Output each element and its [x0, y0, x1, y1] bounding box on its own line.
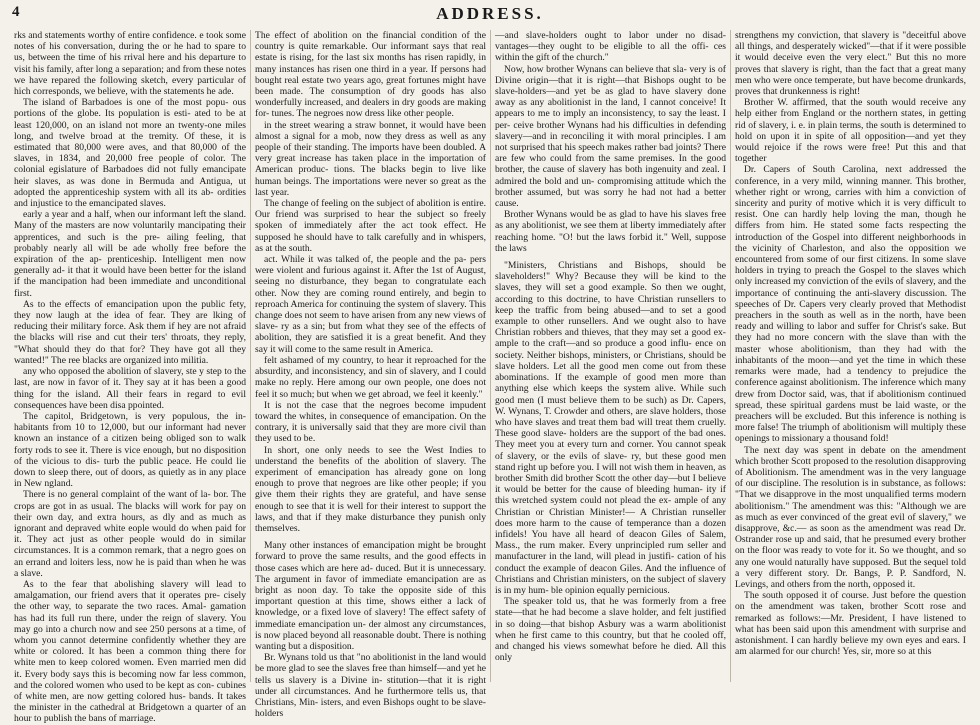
paragraph: The next day was spent in debate on the amendment which brother Scott proposed to the resolution disapproving of Abolitionism. The amendment was in the very language of our discipline. The resolution is in substance, as follows: "That we disapprove in the most unqualified terms modern abolitionism." The amendment was this: "Although we are as much as ever convinced of the great evil of slavery," we disapprove, &c.— as soon as the amendment was read Dr. Ostrander rose up and said, that he presumed every brother on the floor was ready to vote for it. So we thought, and so any one would naturally have supposed. But the sequel told a very different story. Dr. Bangs, P. P. Sandford, N. Levings, and others from the north, opposed it. — [735, 444, 966, 590]
paragraph: —and slave-holders ought to labor under no disad- vantages—they ought to be eligible to all the offi- ces within the gift of the church." — [495, 30, 726, 64]
paragraph: strengthens my conviction, that slavery is "deceitful above all things, and desperately wicked"—that if it were possible it would deceive even the very elect." But this no more proves that slavery is right, than the fact that a great many men who were once temperate, but have become drunkards, proves that drunkenness is right! — [735, 30, 966, 98]
column-1 — [10, 30, 250, 725]
paragraph: felt ashamed of my country, to hear it reproached for the absurdity, and inconsistency, and sin of slavery, and I could make no reply. Here among our own people, one does not feel it so much; but when we get abroad, we feel it keenly." — [255, 354, 486, 400]
text-columns — [10, 30, 972, 725]
paragraph: The island of Barbadoes is one of the most popu- ous portions of the globe. Its population is esti- ated to be at least 120,000, on an island not more an twenty-one miles long, and twelve broad at the tremity. Of these, it is estimated that 80,000 were aves, and that 80,000 of the slaves, in 1834, and 20,000 free people of color. The colonial egislature of Barbadoes did not fully emancipate heir slaves, as was done in Bermuda and Antigua, ut adopted the apprenticeship system with all its ab- ordities and injustice to the emancipated slaves. — [14, 97, 246, 210]
paragraph: The south opposed it of course. Just before the question on the amendment was taken, brother Scott rose and remarked as follows:—Mr. President, I have listened to what has been said upon this amendment with surprise and astonishment. I can hardly believe my own eyes and ears. I am alarmed for our church! Yes, sir, more so at this — [735, 590, 966, 658]
paragraph: Many other instances of emancipation might be brought forward to prove the same results, and the good effects in those cases which are here ad- duced. But it is unnecessary. The argument in favor of immediate emancipation are as bright as noon day. To take the opposite side of this important question at this time, shows either a lack of knowledge, or a fixed love of slavery! The effect safety of immediate emancipation un- der almost any circumstances, is now placed beyond all reasonable doubt. There is nothing wanting but a disposition. — [255, 540, 486, 652]
column-4 — [730, 30, 970, 682]
paragraph: There is no general complaint of the want of la- bor. The crops are got in as usual. The blacks will work for pay on their own day, and extra hours, as dly and as much as ignorant and depraved white eople would do when paid for it. They act just as other people would do in similar circumstances. It is a common remark, that a negro goes on an errand and loiters less, now he is paid than when he was a slave. — [14, 489, 246, 579]
paragraph: "Ministers, Christians and Bishops, should be slaveholders!" Why? Because they will be kind to the slaves, they will set a good example. So then we ought, according to this doctrine, to have Christian runsellers to keep the traffic from being abused—and to set a good example to other runsellers. And we ought also to have Christian robbers and thieves, that they may set a good ex- ample to the craft—and so produce a good influ- ence on society. Neither bishops, ministers, or Christians, should be slave holders. Let all the good men come out from these abominations. If the example of good men more than anything else which keeps the system alive. While such good men (I must believe them to be such) as Dr. Capers, W. Wynans, T. Crowder and others, are slave holders, those who have slaves and treat them bad will treat them cruelly. These good slave- holders are the support of the bad ones. They meet you at every turn and corner. You cannot speak of slavery, or the evils of slave- ry, but these good men stand right up before you. I will not wish them in heaven, as brother Smith did brother Scott the other day—but I believe it would be better for the cause of bleeding human- ity if this wretched system could not plead the ex- ample of any Christian or Christian Minister!— A Christian runseller does more harm to the cause of temperance than a dozen infidels! You have all heard of deacon Giles of Salem, Mass., the rum maker. Every unprincipled rum seller and manufacturer in the land, will plead in justifi- cation of his conduct the example of deacon Giles. And the influence of Christians and Christian ministers, on the subject of slavery is in my hum- ble opinion equally pernicious. — [495, 260, 726, 596]
paragraph: The capitol, Bridgetown, is very populous, the in- habitants from 10 to 12,000, but our informant had never known an instance of a citizen being obliged son to walk forty rods to see it. There is vice enough, but no disposition of the vicious to dis- turb the public peace. He could lie down to sleep there, out of doors, as quietly as in any place in New ngland. — [14, 410, 246, 490]
paragraph: It is not the case that the negroes become impudent toward the whites, in consequence of emancipation. On the contrary, it is universally said that they are more civil than they used to be. — [255, 399, 486, 445]
column-2 — [250, 30, 490, 720]
paragraph: act. While it was talked of, the people and the pa- pers were violent and furious against it. After the 1st of August, seeing no disturbance, they began to congratulate each other. Now they are coming round entirely, and begin to reproach America for continuing the system of slavery. This change does not seem to have arisen from any new views of slave- ry as a sin; but from what they see of the effects of abolition, they are satisfied it is a great benefit. And they say it will come to the same result in America. — [255, 254, 486, 355]
paragraph: Dr. Capers of South Carolina, next addressed the conference, in a very mild, winning manner. This brother, whether right or wrong, carries with him a conviction of sincerity and purity of motive which it is very difficult to resist. One can hardly help loving the man, though he differs from him. He stated some facts respecting the introduction of the Gospel into different neighborhoods in the vicinity of Charleston, and also the opposition we encountered from some of our first citizens. In some slave holders in trying to preach the Gospel to the slaves which only increased my conviction of the evils of slavery, and the importance of continuing the anti-slavery discussion. The speeches of Dr. Capers very clearly proved that Methodist preachers in the south as well as in the north, have been ready and willing to labor and suffer for Christ's sake. But they had no more concern with the slave than with the master whose abolitionism, than they had with the inhabitants of the moon—and yet the time in which these remarks were made, had a tendency to prejudice the conference against abolitionism. The inference which many drew from Doctor said, was, that if abolitionism continued spread, these spiritual gardens must be laid waste, or the preachers will be excluded. But this inference is nothing is more false! The triumph of abolitionism will multiply these openings to missionary a thousand fold! — [735, 164, 966, 445]
paragraph: As to the effects of emancipation upon the public fety, they now laugh at the idea of fear. They are lking of reducing their military force. Ask them if hey are not afraid the blacks will rise and cut their ters' throats, they reply, "What should they do that for? They have got all they wanted!" The ree blacks are organized into militia. — [14, 298, 246, 366]
paragraph: Brother Wynans would be as glad to have his slaves free as any abolitionist, we see them at liberty immediately after reaching home. "O! but the laws forbid it." Well, suppose the laws — [495, 209, 726, 254]
paragraph: Br. Wynans told us that "no abolitionist in the land would be more glad to see the slaves free than himself—and yet he tells us slavery is a Divine in- stitution—that it is right under all circumstances. And he furthermore tells us, that Christians, Min- isters, and even Bishops ought to be slave-holders — [255, 652, 486, 720]
paragraph: The speaker told us, that he was formerly from a free state—that he had become a slave holder, and felt justified in so doing—that bishop Asbury was a warm abolitionist when he first came to this country, but that he cooled off, and changed his views somewhat before he died. All this only — [495, 596, 726, 664]
paragraph: In short, one only needs to see the West Indies to understand the benefits of the abolition of slavery. The experiment of emancipation has already gone on long enough to prove that negroes are like other people; if you give them their rights they are grateful, and have sense enough to see that it is well for their interest to support the laws, and that if they make disturbance they punish only themselves. — [255, 444, 486, 534]
page-number: 4 — [12, 4, 20, 20]
paragraph: early a year and a half, when our informant left the sland. Many of the masters are now voluntarily mancipating their apprentices, and such is the pre- ailing feeling, that probably nearly all will be ade wholly free before the expiration of the ap- prenticeship. Intelligent men now generally ad- it that it would have been better for the island if the mancipation had been immediate and unconditional first. — [14, 209, 246, 299]
paragraph: The effect of abolition on the financial condition of the country is quite remarkable. Our informant says that real estate is rising, for the last six months has risen rapidly, in many instances has risen one third in a year. If persons had bought real estate two years ago, great fortunes might have been made. The consumption of dry goods has also wonderfully increased, and dealers in dry goods are making for- tunes. The negroes now dress like other people. — [255, 30, 486, 120]
paragraph: Now, how brother Wynans can believe that sla- very is of Divine origin—that it is right—that Bishops ought to be slave-holders—and yet be as glad to have slavery done away as any abolitionist in the land, I cannot conceive! It appears to me to imply an inconsistency, to say the least. I per- ceive brother Wynans had his difficulties in defending slavery—and in reconciling it with moral principles. I am not surprised that his speech makes rather bad joints? There are few who could from the same premises. In the good brother, the cause of slavery has both ingenuity and zeal. I admired the bold and un- compromising attitude which the brother assumed, but was sorry he had not had a better cause. — [495, 63, 726, 210]
page-title: ADDRESS. — [436, 4, 544, 23]
column-3 — [490, 30, 730, 682]
paragraph: in the street wearing a straw bonnet, it would have been almost a signal for a mob, now they dress as well as any people of their standing. The imports have been doubled. A very great increase has taken place in the importation of American produc- tions. The blacks begin to live like human beings. The importations were never so great as the last year. — [255, 119, 486, 198]
paragraph: As to the fear that abolishing slavery will lead to amalgamation, our friend avers that it operates pre- cisely the other way, to separate the two races. Amal- gamation has had its full run there, under the reign of slavery. You may go into a church now and see 250 persons at a time, of whom you cannot determine confidently whether they are white or colored. It has been a common thing there for white men to keep colored women. Even married men did it. Every body says this is becoming now far less common, and the colored women who used to be kept as con- cubines of white men, are now getting colored hus- bands. It takes the minister in the cathedral at Bridgetown a quarter of an hour to publish the bans of marriage. — [14, 578, 246, 725]
paragraph: rks and statements worthy of entire confidence. e took some notes of his conversation, during the or he had to spare to us, between the time of his rrival here and his departure to visit his family, after long a separation; and from these notes we have repared the following sketch, every particular of hich corresponds, we believe, with the statements he ade. — [14, 30, 246, 98]
paragraph: Brother W. affirmed, that the south would receive any help either from England or the northern states, in getting rid of slavery, i. e. in plain terms, the south is determined to hold on upon it in spite of all opposition—and yet they would rejoice if the rows were free! Put this and that together — [735, 97, 966, 165]
page-header — [0, 4, 980, 30]
paragraph: The change of feeling on the subject of abolition is entire. Our friend was surprised to hear the subject so freely spoken of immediately after the act took effect. He supposed he should have to talk carefully and in whispers, as at the south. — [255, 198, 486, 254]
paragraph: any who opposed the abolition of slavery, ste y step to the last, are now in favor of it. They say at it has been a good thing for the island. All their fears in regard to evil consequences have been disa ppointed. — [14, 366, 246, 411]
